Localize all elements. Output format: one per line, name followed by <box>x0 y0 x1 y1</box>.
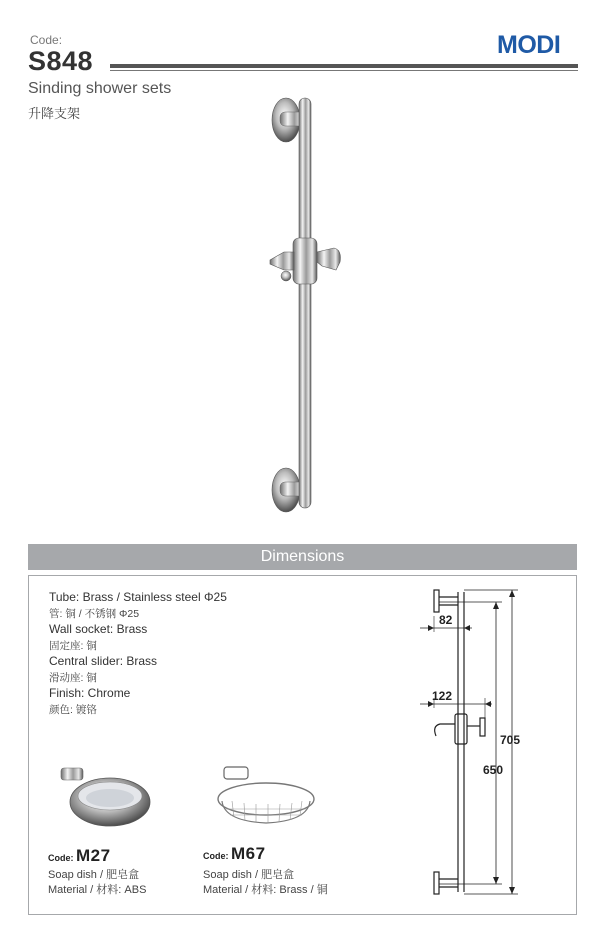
product-title-cn: 升降支架 <box>28 106 81 121</box>
accessory-m27-code-label: Code: <box>48 853 74 863</box>
header-rule-thin <box>110 70 578 71</box>
spec-slider-en: Central slider: Brass <box>49 654 158 668</box>
dim-705: 705 <box>500 733 521 747</box>
spec-tube-en: Tube: Brass / Stainless steel Φ25 <box>49 590 227 604</box>
technical-drawing <box>410 580 570 900</box>
dim-650: 650 <box>483 763 504 777</box>
spec-tube-cn: 管: 铜 / 不锈钢 Φ25 <box>49 608 140 620</box>
accessory-m67-code-label: Code: <box>203 851 229 861</box>
accessory-m67-name: Soap dish / 肥皂盒 <box>203 869 295 881</box>
spec-wall-socket-cn: 固定座: 铜 <box>49 640 97 652</box>
soap-dish-m27-photo <box>55 762 155 834</box>
accessory-m27-code-value: M27 <box>76 846 111 865</box>
spec-wall-socket-en: Wall socket: Brass <box>49 622 148 636</box>
spec-finish-en: Finish: Chrome <box>49 686 131 700</box>
header-rule <box>110 64 578 68</box>
code-label: Code: <box>30 33 63 47</box>
soap-dish-m67-photo <box>210 765 320 833</box>
product-code: S848 <box>28 46 94 76</box>
dim-82: 82 <box>439 613 453 627</box>
dimensions-heading: Dimensions <box>260 548 345 565</box>
accessory-m27-code <box>48 846 111 866</box>
dimensions-banner <box>28 544 577 570</box>
spec-finish-cn: 颜色: 镀铬 <box>49 704 97 716</box>
accessory-m67-code <box>203 844 266 864</box>
brand-logo: MODI <box>497 31 561 59</box>
spec-slider-cn: 滑动座: 铜 <box>49 672 97 684</box>
accessory-m67-code-value: M67 <box>231 844 266 863</box>
shower-rail-photo <box>262 90 352 520</box>
accessory-m27-material: Material / 材料: ABS <box>48 884 147 896</box>
dim-122: 122 <box>432 689 453 703</box>
accessory-m67-material: Material / 材料: Brass / 铜 <box>203 884 328 896</box>
accessory-m27-name: Soap dish / 肥皂盒 <box>48 869 140 881</box>
product-title-en: Sinding shower sets <box>28 80 172 97</box>
